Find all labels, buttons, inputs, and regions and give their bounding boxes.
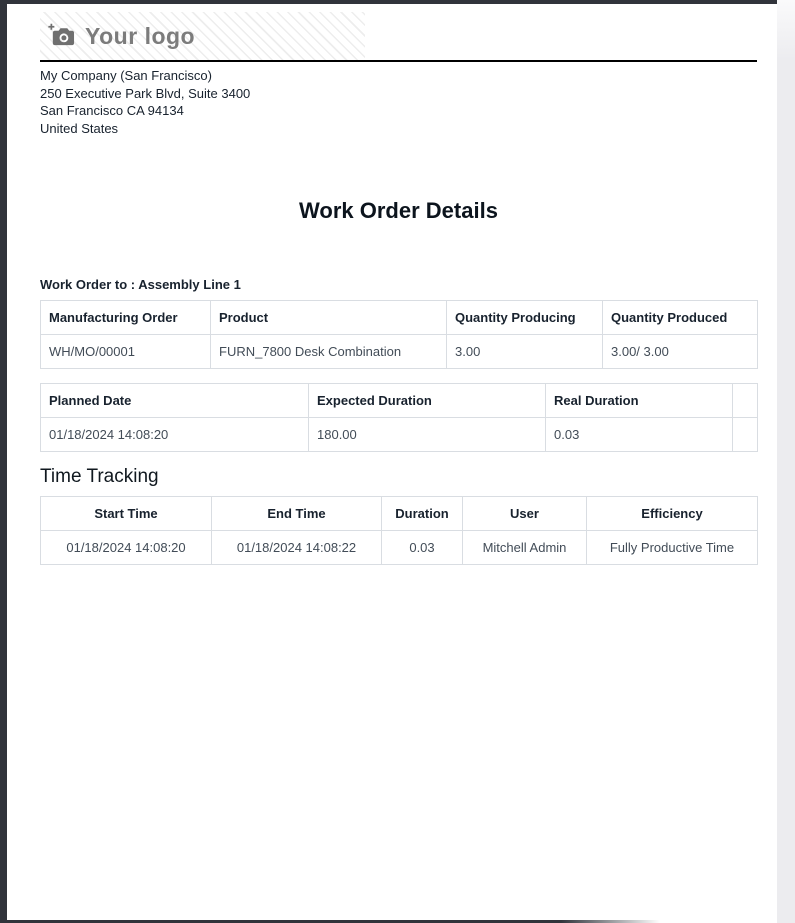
column-header: Quantity Produced [603, 301, 758, 335]
manufacturing-order-cell: WH/MO/00001 [41, 335, 211, 369]
order-table-header-row [41, 301, 758, 335]
company-name: My Company (San Francisco) [40, 68, 212, 83]
logo-text: Your logo [85, 22, 196, 49]
schedule-table [40, 383, 758, 452]
column-header: Start Time [41, 497, 212, 531]
column-header: Quantity Producing [447, 301, 603, 335]
column-header: Manufacturing Order [41, 301, 211, 335]
order-table [40, 300, 758, 369]
column-header-empty [733, 384, 758, 418]
viewer-edge-right [777, 0, 795, 923]
page-title: Work Order Details [299, 198, 498, 223]
table-row [41, 418, 758, 452]
company-country: United States [40, 120, 119, 136]
expected-duration-cell: 180.00 [309, 418, 546, 452]
time-tracking-heading: Time Tracking [40, 466, 159, 487]
viewer-edge-top [0, 0, 777, 4]
column-header: User [463, 497, 587, 531]
efficiency-cell: Fully Productive Time [587, 531, 758, 565]
company-address [40, 67, 757, 137]
header-divider [40, 60, 757, 62]
column-header: Real Duration [546, 384, 733, 418]
table-row [41, 335, 758, 369]
quantity-producing-cell: 3.00 [447, 335, 603, 369]
column-header: Duration [382, 497, 463, 531]
quantity-produced-cell: 3.00/ 3.00 [603, 335, 758, 369]
column-header: End Time [212, 497, 382, 531]
column-header: Expected Duration [309, 384, 546, 418]
time-table-header-row [41, 497, 758, 531]
product-cell: FURN_7800 Desk Combination [211, 335, 447, 369]
schedule-table-header-row [41, 384, 758, 418]
table-row [41, 531, 758, 565]
column-header: Planned Date [41, 384, 309, 418]
real-duration-cell: 0.03 [546, 418, 733, 452]
work-order-to-label: Work Order to : Assembly Line 1 [40, 277, 241, 292]
company-street: 250 Executive Park Blvd, Suite 3400 [40, 85, 251, 101]
end-time-cell: 01/18/2024 14:08:22 [212, 531, 382, 565]
start-time-cell: 01/18/2024 14:08:20 [41, 531, 212, 565]
planned-date-cell: 01/18/2024 14:08:20 [41, 418, 309, 452]
logo-placeholder [40, 12, 365, 60]
camera-plus-icon [48, 23, 75, 50]
time-tracking-table [40, 496, 758, 565]
column-header: Efficiency [587, 497, 758, 531]
user-cell: Mitchell Admin [463, 531, 587, 565]
duration-cell: 0.03 [382, 531, 463, 565]
empty-cell [733, 418, 758, 452]
company-city: San Francisco CA 94134 [40, 103, 184, 118]
viewer-edge-left [0, 0, 7, 923]
column-header: Product [211, 301, 447, 335]
